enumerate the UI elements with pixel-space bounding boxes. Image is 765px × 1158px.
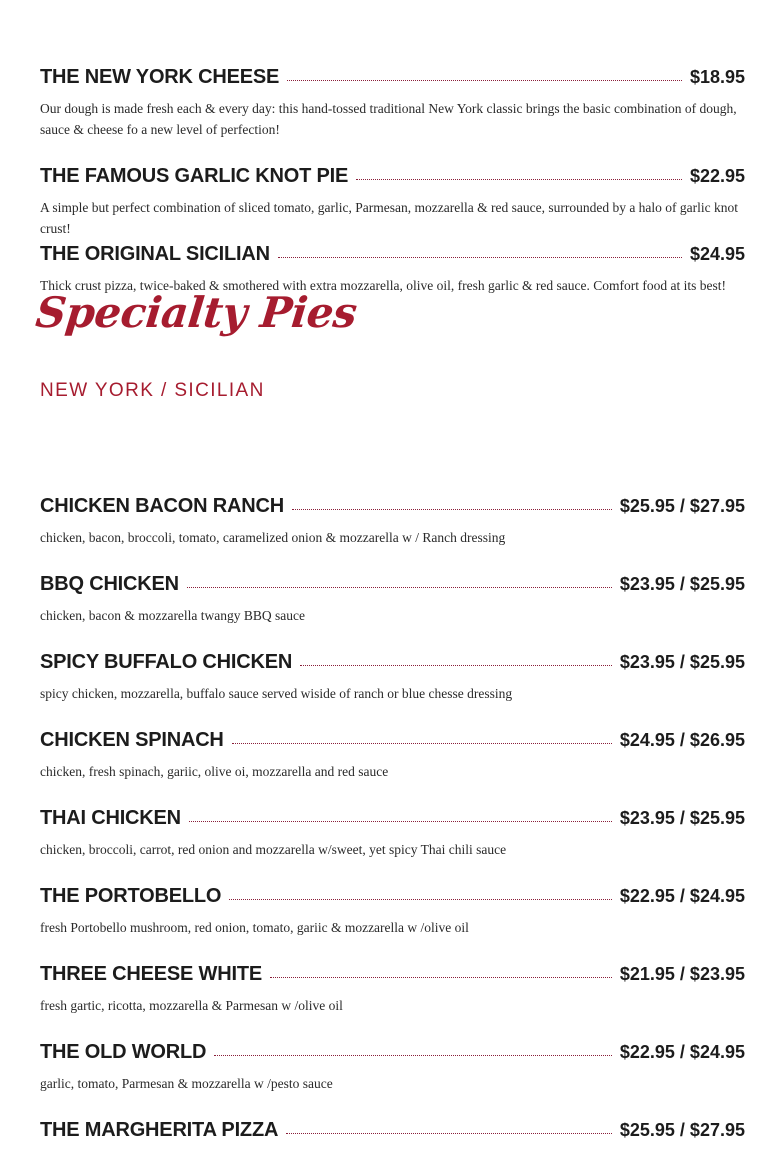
menu-item-thai-chicken — [40, 805, 745, 860]
dot-leader — [300, 665, 612, 666]
menu-item-three-cheese-white — [40, 961, 745, 1016]
dot-leader — [187, 587, 612, 588]
menu-item-bbq-chicken — [40, 571, 745, 626]
menu-item-row — [40, 649, 745, 675]
item-description: Our dough is made fresh each & every day: this hand-tossed traditional New York classic brings the basic combination of dough, sauce & cheese fo a new level of perfection! — [40, 101, 737, 137]
menu-item-row — [40, 493, 745, 519]
item-name: CHICKEN BACON RANCH — [40, 495, 284, 517]
item-price: $18.95 — [689, 67, 745, 87]
item-price: $21.95 / $23.95 — [619, 964, 745, 984]
menu-item-margherita-pizza — [40, 1117, 745, 1143]
item-name: THE ORIGINAL SICILIAN — [40, 243, 270, 265]
item-price: $25.95 / $27.95 — [619, 1120, 745, 1140]
dot-leader — [229, 899, 612, 900]
menu-item-portobello — [40, 883, 745, 938]
item-price: $25.95 / $27.95 — [619, 496, 745, 516]
dot-leader — [232, 743, 612, 744]
dot-leader — [286, 1133, 612, 1134]
item-name: THE PORTOBELLO — [40, 885, 222, 907]
item-name: THE MARGHERITA PIZZA — [40, 1119, 279, 1141]
item-description: fresh Portobello mushroom, red onion, tomato, gariic & mozzarella w /olive oil — [40, 920, 469, 935]
item-description: chicken, broccoli, carrot, red onion and mozzarella w/sweet, yet spicy Thai chili sauce — [40, 842, 507, 857]
item-description: chicken, bacon, broccoli, tomato, caramelized onion & mozzarella w / Ranch dressing — [40, 530, 506, 545]
menu-item-row — [40, 1117, 745, 1143]
menu-item-row — [40, 727, 745, 753]
item-description: Thick crust pizza, twice-baked & smothered with extra mozzarella, olive oil, fresh garlic & red sauce. Comfort food at its best! — [40, 278, 727, 293]
dot-leader — [278, 257, 682, 258]
item-name: THE FAMOUS GARLIC KNOT PIE — [40, 165, 349, 187]
section-title: Specialty Pies — [33, 288, 360, 337]
item-price: $23.95 / $25.95 — [619, 574, 745, 594]
menu-item-new-york-cheese — [40, 64, 745, 140]
item-description: chicken, bacon & mozzarella twangy BBQ sauce — [40, 608, 306, 623]
menu-item-row — [40, 241, 745, 267]
menu-item-old-world — [40, 1039, 745, 1094]
item-name: CHICKEN SPINACH — [40, 729, 224, 751]
item-description: garlic, tomato, Parmesan & mozzarella w /pesto sauce — [40, 1076, 333, 1091]
dot-leader — [214, 1055, 612, 1056]
menu-item-row — [40, 961, 745, 987]
dot-leader — [270, 977, 612, 978]
item-description: fresh gartic, ricotta, mozzarella & Parmesan w /olive oil — [40, 998, 343, 1013]
dot-leader — [356, 179, 682, 180]
menu-item-row — [40, 64, 745, 90]
dot-leader — [189, 821, 612, 822]
dot-leader — [292, 509, 612, 510]
item-price: $24.95 — [689, 244, 745, 264]
item-price: $23.95 / $25.95 — [619, 808, 745, 828]
menu-item-row — [40, 163, 745, 189]
item-price: $22.95 — [689, 166, 745, 186]
item-price: $23.95 / $25.95 — [619, 652, 745, 672]
item-description: chicken, fresh spinach, gariic, olive oi, mozzarella and red sauce — [40, 764, 389, 779]
item-price: $22.95 / $24.95 — [619, 1042, 745, 1062]
menu-item-row — [40, 883, 745, 909]
item-name: BBQ CHICKEN — [40, 573, 179, 595]
menu-item-row — [40, 1039, 745, 1065]
item-name: THE OLD WORLD — [40, 1041, 207, 1063]
menu-item-row — [40, 805, 745, 831]
item-price: $22.95 / $24.95 — [619, 886, 745, 906]
menu-item-chicken-spinach — [40, 727, 745, 782]
item-name: THREE CHEESE WHITE — [40, 963, 262, 985]
item-name: THE NEW YORK CHEESE — [40, 66, 280, 88]
section-subheading: NEW YORK / SICILIAN — [40, 380, 265, 401]
menu-item-row — [40, 571, 745, 597]
item-description: spicy chicken, mozzarella, buffalo sauce served wiside of ranch or blue chesse dressing — [40, 686, 513, 701]
menu-item-spicy-buffalo-chicken — [40, 649, 745, 704]
item-name: THAI CHICKEN — [40, 807, 181, 829]
item-description: A simple but perfect combination of sliced tomato, garlic, Parmesan, mozzarella & red sauce, surrounded by a halo of garlic knot crust! — [40, 200, 739, 236]
item-price: $24.95 / $26.95 — [619, 730, 745, 750]
dot-leader — [287, 80, 682, 81]
menu-item-garlic-knot-pie — [40, 163, 745, 239]
menu-item-chicken-bacon-ranch — [40, 493, 745, 548]
item-name: SPICY BUFFALO CHICKEN — [40, 651, 293, 673]
